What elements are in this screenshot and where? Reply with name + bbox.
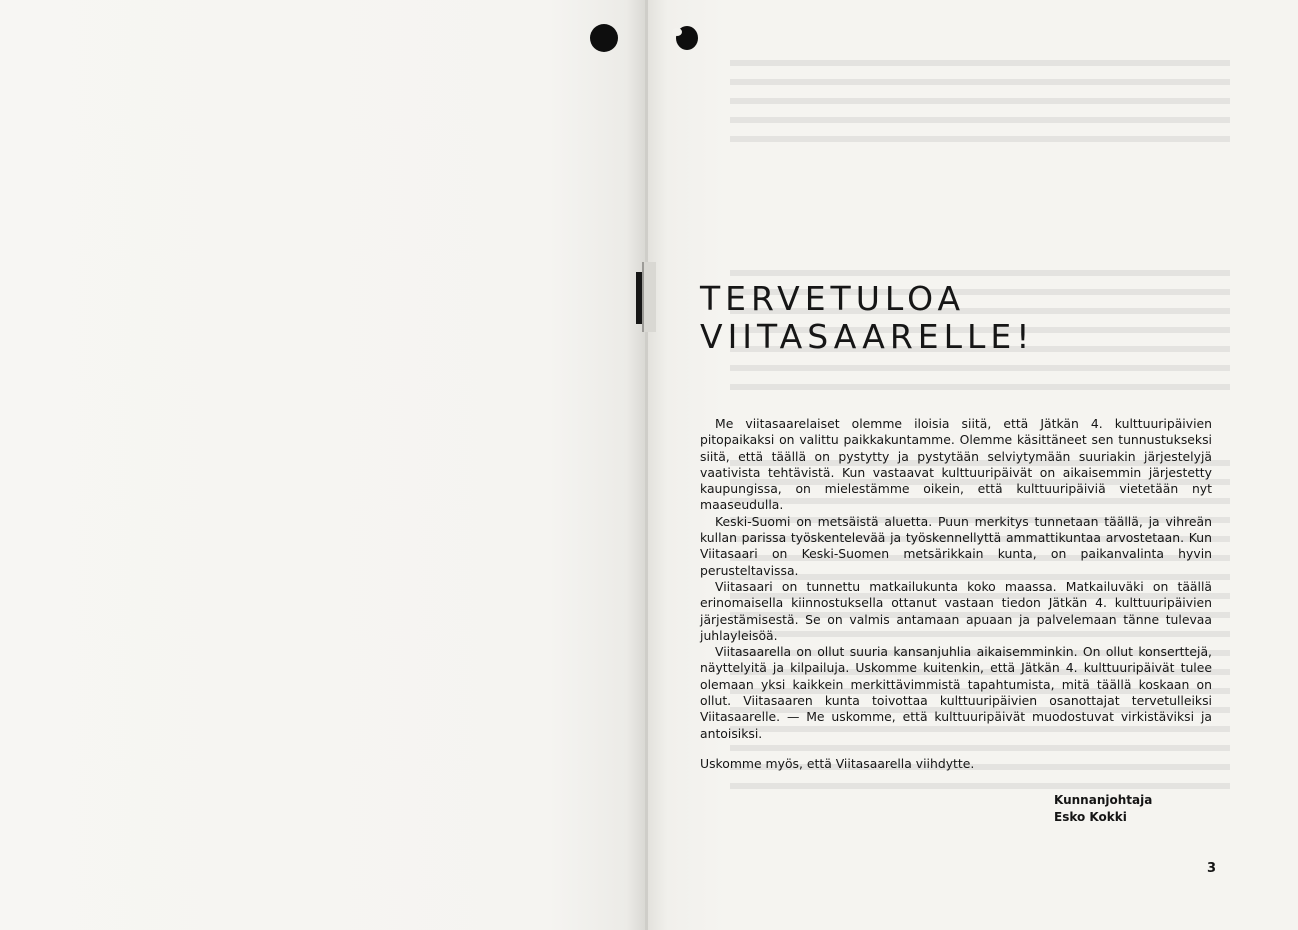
title-line-2: VIITASAARELLE! bbox=[700, 317, 1035, 356]
signature-title: Kunnanjohtaja bbox=[1054, 793, 1153, 808]
title-line-1: TERVETULOA bbox=[700, 279, 966, 318]
article-body bbox=[700, 416, 1212, 772]
signature-block bbox=[1054, 792, 1212, 826]
article-title bbox=[700, 280, 1212, 356]
closing-line: Uskomme myös, että Viitasaarella viihdytte. bbox=[700, 755, 975, 771]
left-page bbox=[0, 0, 646, 930]
paragraph-1: Me viitasaarelaiset olemme iloisia siitä, että Jätkän 4. kulttuuripäivien pitopaikaksi on valittu paikkakuntamme. Olemme käsittäneet sen tunnustukseksi siitä, että täällä on pystytty ja pystytään selviytymään suuriakin järjestelyjä vaativista tehtävistä. Kun vastaavat kulttuuripäivät on aikaisemmin järjestetty kaupungissa, on mielestämme oikein, että kulttuuripäiviä vietetään nyt maaseudulla. bbox=[700, 416, 1212, 513]
paragraph-2: Keski-Suomi on metsäistä aluetta. Puun merkitys tunnetaan täällä, ja vihreän kullan parissa työskentelevää ja työskennellyttä ammattikuntaa arvostetaan. Kun Viitasaari on Keski-Suomen metsärikkain kunta, on paikanvalinta hyvin perusteltavissa. bbox=[700, 513, 1212, 578]
punch-hole-left bbox=[590, 24, 618, 52]
binding-staple bbox=[636, 262, 656, 332]
paragraph-4: Viitasaarella on ollut suuria kansanjuhlia aikaisemminkin. On ollut konserttejä, näyttelyitä ja kilpailuja. Uskomme kuitenkin, että Jätkän 4. kulttuuripäivät tulee olemaan yksi kaikkein merkittävimmistä tapahtumista, mitä täällä koskaan on ollut. Viitasaaren kunta toivottaa kulttuuripäivien osanottajat tervetulleiksi Viitasaarelle. — Me uskomme, että kulttuuripäivät muodostuvat virkistäviksi ja antoisiksi. bbox=[700, 644, 1212, 741]
paragraph-3: Viitasaari on tunnettu matkailukunta koko maassa. Matkailuväki on täällä erinomaisella kiinnostuksella ottanut vastaan tiedon Jätkän 4. kulttuuripäivien järjestämisestä. Se on valmis antamaan apuaan ja palvelemaan tänne tulevaa juhlayleisöä. bbox=[700, 578, 1212, 643]
signature-name: Esko Kokki bbox=[1054, 810, 1127, 825]
welcome-article bbox=[700, 280, 1212, 826]
page-number: 3 bbox=[1207, 861, 1217, 876]
punch-hole-right bbox=[676, 26, 698, 50]
staple-tab bbox=[642, 262, 656, 332]
